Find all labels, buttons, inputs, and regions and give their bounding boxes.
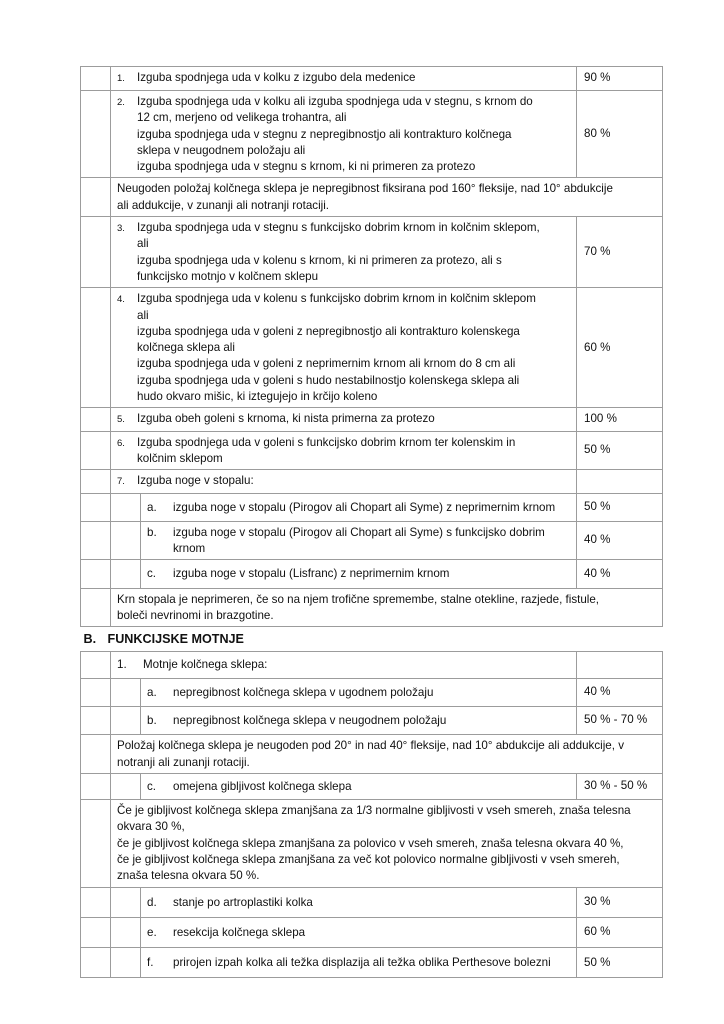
item-cell	[111, 288, 577, 408]
item-text-line: izguba spodnjega uda v goleni z neprimernim krnom ali krnom do 8 cm ali	[137, 357, 516, 371]
subitem-letter: a.	[147, 500, 157, 514]
row-gutter	[81, 560, 111, 588]
row-gutter	[81, 408, 111, 431]
item-number: 1.	[117, 658, 127, 672]
item-number: 4.	[117, 294, 125, 306]
item-text-line: 12 cm, merjeno od velikega trohantra, ali	[137, 111, 347, 125]
item-number: 1.	[117, 73, 125, 84]
subitem-cell	[141, 917, 577, 947]
item-text-line: Izguba spodnjega uda v kolku ali izguba spodnjega uda v stegnu, s krnom do	[137, 95, 533, 108]
subitem-cell	[141, 521, 577, 560]
note-line: ali addukcije, v zunanji ali notranji rotaciji.	[117, 198, 330, 212]
subitem-cell	[141, 678, 577, 706]
row-gutter	[81, 652, 111, 678]
subitem-letter: f.	[147, 956, 154, 970]
percent-cell	[577, 470, 663, 493]
percent-cell: 30 % - 50 %	[577, 773, 663, 799]
item-text-line: Izguba spodnjega uda v stegnu s funkcijsko dobrim krnom in kolčnim sklepom,	[137, 221, 540, 235]
note-line: če je gibljivost kolčnega sklepa zmanjšana za več kot polovico normalne gibljivosti v vseh smereh,	[117, 852, 620, 866]
table-row	[81, 470, 663, 493]
item-text-line: izguba noge v stopalu (Lisfranc) z neprimernim krnom	[173, 567, 450, 581]
subitem-cell	[141, 948, 577, 978]
sub-gutter	[111, 887, 141, 917]
item-text-line: izguba spodnjega uda v kolenu s krnom, ki ni primeren za protezo, ali s	[137, 253, 502, 267]
row-gutter	[81, 917, 111, 947]
section-heading-cell	[81, 627, 663, 652]
subitem-letter: c.	[147, 567, 157, 581]
table-row	[81, 178, 663, 217]
percent-cell: 40 %	[577, 678, 663, 706]
item-text-line: sklepa v neugodnem položaju ali	[137, 143, 306, 157]
note-cell	[111, 800, 663, 887]
subitem-letter: c.	[147, 779, 157, 793]
table-row	[81, 91, 663, 178]
section-letter: B.	[83, 632, 97, 647]
note-line: Če je gibljivost kolčnega sklepa zmanjšana za 1/3 normalne gibljivosti v vseh smereh, znaša telesna	[117, 804, 631, 818]
table-row	[81, 706, 663, 734]
row-gutter	[81, 178, 111, 217]
table-row	[81, 67, 663, 91]
item-number: 2.	[117, 97, 125, 108]
item-cell	[111, 217, 577, 288]
item-text-line: resekcija kolčnega sklepa	[173, 925, 306, 939]
percent-cell: 90 %	[577, 67, 663, 91]
item-text-line: izguba spodnjega uda v stegnu s krnom, ki ni primeren za protezo	[137, 160, 476, 174]
item-text-line: kolčnim sklepom	[137, 451, 223, 465]
item-text-line: ali	[137, 308, 149, 322]
percent-cell: 50 %	[577, 493, 663, 521]
table-row	[81, 917, 663, 947]
subitem-letter: b.	[147, 525, 157, 539]
item-text-line: stanje po artroplastiki kolka	[173, 895, 313, 909]
sub-gutter	[111, 948, 141, 978]
disability-table	[80, 66, 663, 978]
note-cell	[111, 588, 663, 627]
table-row	[81, 678, 663, 706]
table-row	[81, 887, 663, 917]
note-line: okvara 30 %,	[117, 820, 185, 834]
item-text-line: Izguba spodnjega uda v goleni s funkcijsko dobrim krnom ter kolenskim in	[137, 435, 516, 449]
percent-cell: 60 %	[577, 288, 663, 408]
row-gutter	[81, 431, 111, 470]
item-text-line: izguba noge v stopalu (Pirogov ali Chopart ali Syme) s funkcijsko dobrim	[173, 525, 545, 539]
note-line: boleči nevrinomi in brazgotine.	[117, 609, 274, 623]
table-row	[81, 652, 663, 678]
item-number: 3.	[117, 223, 125, 235]
row-gutter	[81, 706, 111, 734]
percent-cell: 50 %	[577, 948, 663, 978]
row-gutter	[81, 948, 111, 978]
note-cell	[111, 735, 663, 774]
table-row	[81, 948, 663, 978]
note-line: če je gibljivost kolčnega sklepa zmanjšana za polovico v vseh smereh, znaša telesna okvara 40 %,	[117, 836, 624, 850]
item-text-line: izguba noge v stopalu (Pirogov ali Chopart ali Syme) z neprimernim krnom	[173, 500, 556, 514]
table-row	[81, 560, 663, 588]
table-row	[81, 773, 663, 799]
section-title-text: FUNKCIJSKE MOTNJE	[107, 632, 244, 647]
table-row	[81, 735, 663, 774]
subitem-letter: e.	[147, 925, 157, 939]
table-row	[81, 521, 663, 560]
item-text-line: kolčnega sklepa ali	[137, 341, 235, 355]
note-line: Položaj kolčnega sklepa je neugoden pod 20° in nad 40° fleksije, nad 10° abdukcije ali addukcije, v	[117, 739, 624, 753]
table-row	[81, 408, 663, 431]
row-gutter	[81, 91, 111, 178]
percent-cell: 60 %	[577, 917, 663, 947]
percent-cell: 100 %	[577, 408, 663, 431]
percent-cell: 50 % - 70 %	[577, 706, 663, 734]
item-text-line: nepregibnost kolčnega sklepa v neugodnem položaju	[173, 713, 447, 727]
sub-gutter	[111, 521, 141, 560]
item-text-line: Izguba obeh goleni s krnoma, ki nista primerna za protezo	[137, 412, 435, 426]
row-gutter	[81, 773, 111, 799]
subitem-cell	[141, 493, 577, 521]
subitem-cell	[141, 773, 577, 799]
item-text: Izguba spodnjega uda v kolku z izgubo dela medenice	[137, 71, 416, 84]
sub-gutter	[111, 678, 141, 706]
document-page	[80, 66, 662, 978]
item-cell	[111, 67, 577, 91]
row-gutter	[81, 887, 111, 917]
row-gutter	[81, 678, 111, 706]
item-cell	[111, 470, 577, 493]
row-gutter	[81, 217, 111, 288]
item-cell	[111, 652, 577, 678]
subitem-cell	[141, 706, 577, 734]
note-cell	[111, 178, 663, 217]
row-gutter	[81, 800, 111, 887]
item-cell	[111, 91, 577, 178]
item-cell	[111, 408, 577, 431]
sub-gutter	[111, 560, 141, 588]
item-text-line: izguba spodnjega uda v goleni z nepregibnostjo ali kontrakturo kolenskega	[137, 324, 520, 338]
table-row	[81, 431, 663, 470]
item-text-line: nepregibnost kolčnega sklepa v ugodnem položaju	[173, 685, 434, 699]
note-line: notranji ali zunanji rotaciji.	[117, 755, 250, 769]
item-number: 6.	[117, 437, 125, 449]
sub-gutter	[111, 706, 141, 734]
item-text-line: izguba spodnjega uda v stegnu z nepregibnostjo ali kontrakturo kolčnega	[137, 127, 512, 141]
table-row	[81, 493, 663, 521]
note-line: znaša telesna okvara 50 %.	[117, 869, 260, 883]
row-gutter	[81, 735, 111, 774]
item-text-line: ali	[137, 237, 149, 251]
item-text-line: krnom	[173, 542, 206, 556]
item-text-line: hudo okvaro mišic, ki iztegujejo in krčijo koleno	[137, 390, 378, 404]
item-text-line: Izguba noge v stopalu:	[137, 474, 254, 488]
item-text-line: izguba spodnjega uda v goleni s hudo nestabilnostjo kolenskega sklepa ali	[137, 373, 520, 387]
row-gutter	[81, 588, 111, 627]
sub-gutter	[111, 493, 141, 521]
table-row	[81, 217, 663, 288]
table-row	[81, 588, 663, 627]
item-text-line: Izguba spodnjega uda v kolenu s funkcijsko dobrim krnom in kolčnim sklepom	[137, 292, 536, 306]
row-gutter	[81, 493, 111, 521]
section-title	[81, 627, 663, 651]
subitem-letter: a.	[147, 685, 157, 699]
row-gutter	[81, 470, 111, 493]
note-line: Neugoden položaj kolčnega sklepa je nepregibnost fiksirana pod 160° fleksije, nad 10° abdukcije	[117, 182, 613, 196]
item-text-line: funkcijsko motnjo v kolčnem sklepu	[137, 269, 319, 283]
item-number: 5.	[117, 414, 125, 426]
table-row	[81, 800, 663, 887]
percent-cell	[577, 652, 663, 678]
subitem-letter: b.	[147, 713, 157, 727]
sub-gutter	[111, 917, 141, 947]
percent-cell: 30 %	[577, 887, 663, 917]
percent-cell: 40 %	[577, 560, 663, 588]
row-gutter	[81, 67, 111, 91]
percent-cell: 40 %	[577, 521, 663, 560]
subitem-letter: d.	[147, 895, 157, 909]
table-row	[81, 288, 663, 408]
percent-cell: 70 %	[577, 217, 663, 288]
item-number: 7.	[117, 476, 125, 488]
percent-cell: 50 %	[577, 431, 663, 470]
percent-cell: 80 %	[577, 91, 663, 178]
item-cell	[111, 431, 577, 470]
item-text-line: prirojen izpah kolka ali težka displazija ali težka oblika Perthesove bolezni	[173, 956, 551, 970]
row-gutter	[81, 288, 111, 408]
section-heading-row	[81, 627, 663, 652]
note-line: Krn stopala je neprimeren, če so na njem trofične spremembe, stalne otekline, razjede, fistule,	[117, 592, 600, 606]
subitem-cell	[141, 887, 577, 917]
item-text-line: Motnje kolčnega sklepa:	[143, 658, 268, 672]
row-gutter	[81, 521, 111, 560]
item-text-line: omejena gibljivost kolčnega sklepa	[173, 779, 352, 793]
subitem-cell	[141, 560, 577, 588]
sub-gutter	[111, 773, 141, 799]
